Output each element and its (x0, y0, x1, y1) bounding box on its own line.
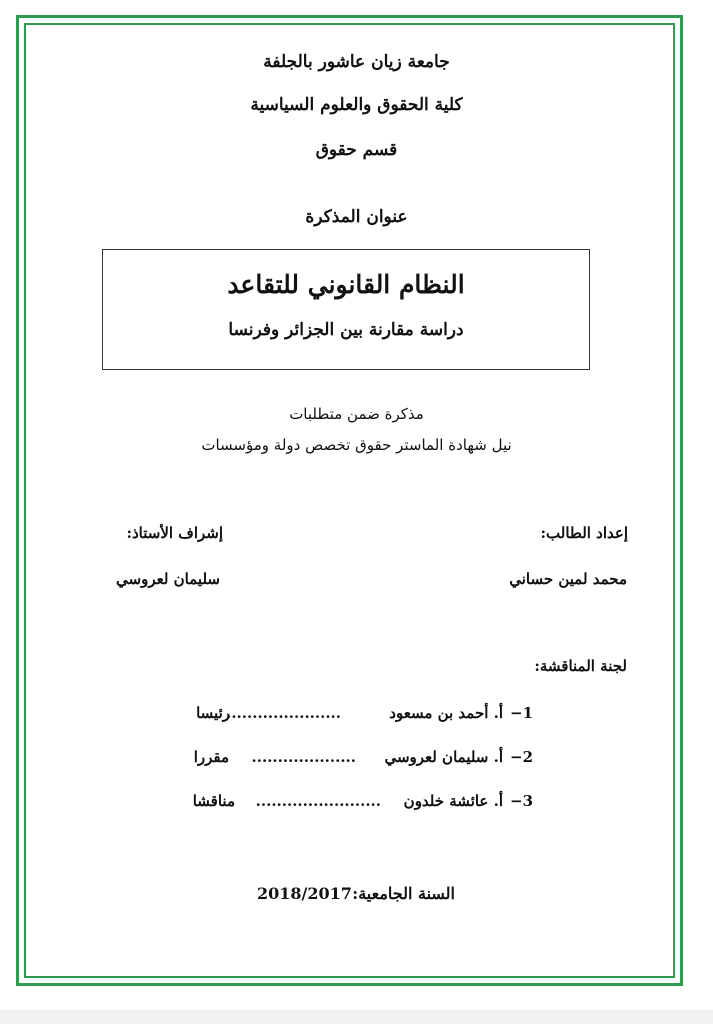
committee-member-role: رئيسا (196, 704, 230, 722)
committee-member-role: مقررا (193, 748, 229, 766)
student-name: محمد لمين حساني (509, 570, 627, 588)
title-box (102, 249, 590, 370)
purpose-line-2: نيل شهادة الماستر حقوق تخصص دولة ومؤسسات (201, 436, 512, 454)
committee-member-name: أ. سليمان لعروسي (384, 748, 503, 766)
committee-member-number: 2− (509, 748, 533, 766)
supervisor-label: إشراف الأستاذ: (126, 524, 223, 542)
faculty-name: كلية الحقوق والعلوم السياسية (250, 95, 463, 115)
purpose-line-1: مذكرة ضمن متطلبات (289, 405, 424, 423)
inner-border (24, 23, 675, 978)
committee-member-dots: ...................... (226, 704, 341, 722)
academic-year-label: السنة الجامعية: (352, 884, 455, 903)
committee-member-number: 3− (509, 792, 533, 810)
committee-member-name: أ. عائشة خلدون (403, 792, 503, 810)
academic-year-value: 2018/2017 (257, 884, 352, 903)
university-name: جامعة زيان عاشور بالجلفة (263, 52, 450, 72)
committee-member-name: أ. أحمد بن مسعود (389, 704, 503, 722)
supervisor-name: سليمان لعروسي (116, 570, 220, 588)
committee-member-dots: ........................ (255, 792, 381, 810)
student-label: إعداد الطالب: (540, 524, 628, 542)
main-title: النظام القانوني للتقاعد (227, 270, 465, 299)
committee-label: لجنة المناقشة: (534, 657, 627, 675)
committee-member-dots: .................... (251, 748, 356, 766)
committee-member-role: مناقشا (192, 792, 235, 810)
bottom-strip (0, 1010, 713, 1024)
committee-member-number: 1− (509, 704, 533, 722)
department-name: قسم حقوق (315, 140, 398, 160)
subtitle: دراسة مقارنة بين الجزائر وفرنسا (228, 320, 464, 340)
thesis-title-label: عنوان المذكرة (305, 207, 408, 227)
